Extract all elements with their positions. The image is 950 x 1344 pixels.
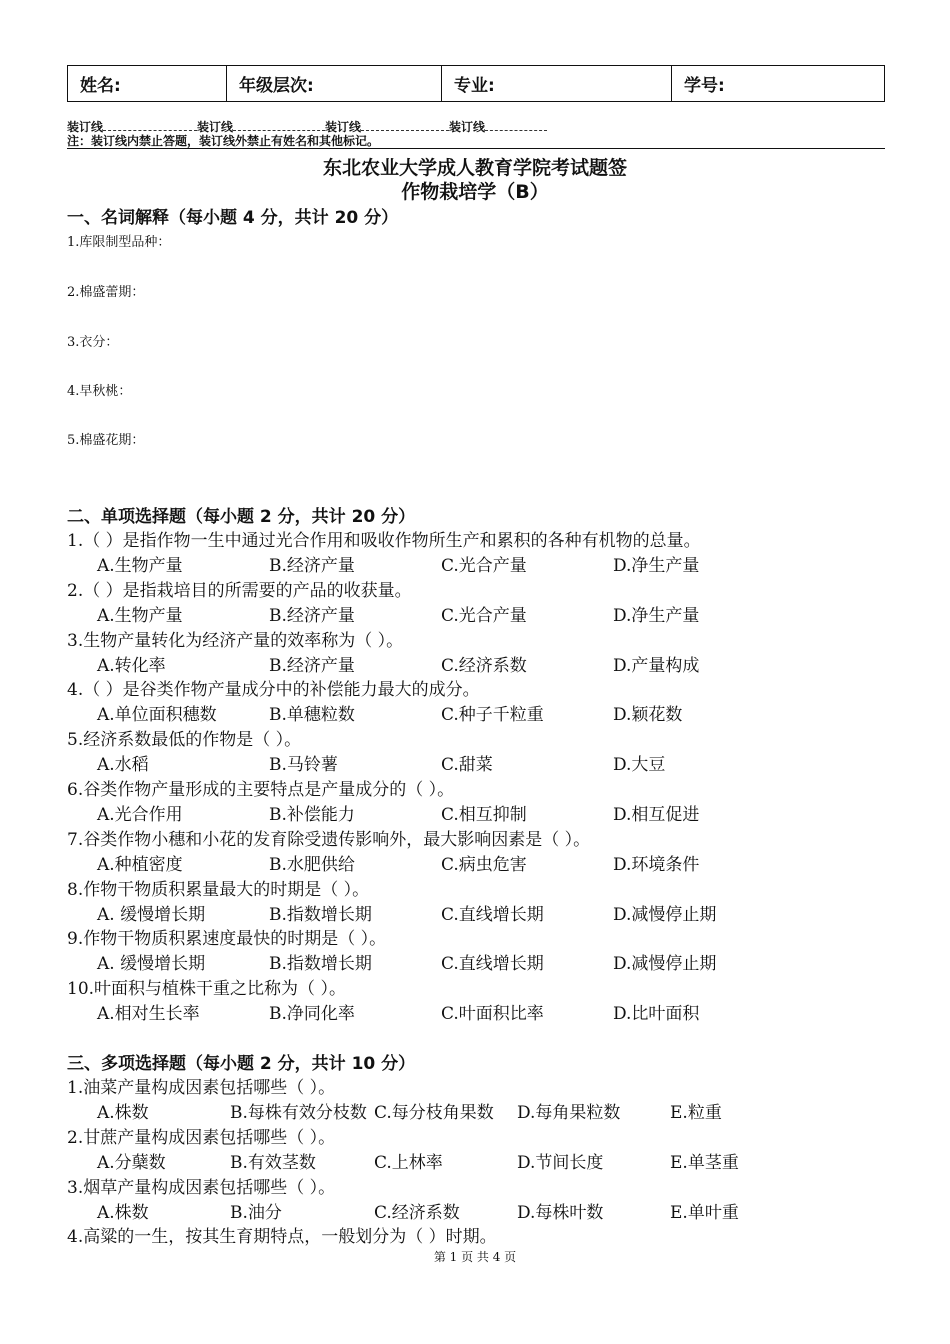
answer-option[interactable]: E.单茎重 <box>670 1152 739 1173</box>
answer-option[interactable]: A.株数 <box>97 1202 149 1223</box>
binding-dash <box>485 120 547 131</box>
answer-option[interactable]: C.直线增长期 <box>441 954 544 975</box>
course-title: 作物栽培学（B） <box>401 181 549 203</box>
question-text: 10.叶面积与植株干重之比称为（ ）。 <box>67 979 346 1000</box>
answer-option[interactable]: C.直线增长期 <box>441 904 544 925</box>
answer-option[interactable]: D.净生产量 <box>613 556 700 576</box>
answer-option[interactable]: B.水肥供给 <box>269 854 355 875</box>
answer-option[interactable]: C.病虫危害 <box>441 854 527 875</box>
answer-option[interactable]: B.经济产量 <box>269 655 355 676</box>
binding-label: 装订线 <box>197 120 234 134</box>
binding-label: 装订线 <box>325 120 362 134</box>
answer-option[interactable]: E.单叶重 <box>670 1202 739 1223</box>
section-heading: 二、单项选择题（每小题 2 分，共计 20 分） <box>67 507 416 527</box>
answer-option[interactable]: D.每角果粒数 <box>517 1103 621 1123</box>
question-text: 9.作物干物质积累速度最快的时期是（ ）。 <box>67 929 387 950</box>
answer-option[interactable]: D.产量构成 <box>613 655 700 676</box>
answer-option[interactable]: B.指数增长期 <box>269 904 372 925</box>
binding-note: 注：装订线内禁止答题，装订线外禁止有姓名和其他标记。 <box>67 134 380 148</box>
term-item: 3.衣分： <box>67 335 119 350</box>
student-info-table <box>67 65 885 102</box>
name-label: 姓名: <box>80 76 121 96</box>
binding-dash <box>103 120 197 131</box>
answer-option[interactable]: B.补偿能力 <box>269 805 355 825</box>
question-text: 2.甘蔗产量构成因素包括哪些（ ）。 <box>67 1127 336 1148</box>
term-item: 2.棉盛蕾期： <box>67 285 145 300</box>
answer-option[interactable]: A.生物产量 <box>97 556 183 576</box>
answer-option[interactable]: D.每株叶数 <box>517 1202 604 1223</box>
answer-option[interactable]: B.单穗粒数 <box>269 705 355 726</box>
answer-option[interactable]: B.油分 <box>230 1202 282 1223</box>
question-text: 6.谷类作物产量形成的主要特点是产量成分的（ ）。 <box>67 780 455 800</box>
answer-option[interactable]: A.生物产量 <box>97 605 183 626</box>
section-heading: 三、多项选择题（每小题 2 分，共计 10 分） <box>67 1054 416 1074</box>
answer-option[interactable]: C.相互抑制 <box>441 805 527 825</box>
binding-dash <box>361 120 449 131</box>
answer-option[interactable]: E.粒重 <box>670 1103 722 1123</box>
answer-option[interactable]: C.光合产量 <box>441 556 527 576</box>
answer-option[interactable]: B.马铃薯 <box>269 755 338 776</box>
question-text: 3.生物产量转化为经济产量的效率称为（ ）。 <box>67 630 404 651</box>
answer-option[interactable]: A.光合作用 <box>97 805 183 825</box>
answer-option[interactable]: B.经济产量 <box>269 556 355 576</box>
answer-option[interactable]: D.节间长度 <box>517 1152 604 1173</box>
answer-option[interactable]: C.上林率 <box>374 1152 443 1173</box>
answer-option[interactable]: D.净生产量 <box>613 605 700 626</box>
question-text: 5.经济系数最低的作物是（ ）。 <box>67 730 302 751</box>
name-field[interactable] <box>68 66 227 101</box>
answer-option[interactable]: C.叶面积比率 <box>441 1004 544 1025</box>
answer-option[interactable]: B.每株有效分枝数 <box>230 1103 367 1123</box>
answer-option[interactable]: A.种植密度 <box>97 854 183 875</box>
answer-option[interactable]: A.单位面积穗数 <box>97 705 217 726</box>
answer-option[interactable]: D.大豆 <box>613 755 666 776</box>
answer-option[interactable]: B.有效茎数 <box>230 1152 316 1173</box>
student-id-field[interactable] <box>672 66 884 101</box>
answer-option[interactable]: B.经济产量 <box>269 605 355 626</box>
answer-option[interactable]: A.水稻 <box>97 755 149 776</box>
answer-option[interactable]: D.减慢停止期 <box>613 954 717 975</box>
answer-option[interactable]: C.经济系数 <box>374 1202 460 1223</box>
answer-option[interactable]: D.相互促进 <box>613 805 700 825</box>
question-text: 2.（ ）是指栽培目的所需要的产品的收获量。 <box>67 580 412 601</box>
question-text: 1.（ ）是指作物一生中通过光合作用和吸收作物所生产和累积的各种有机物的总量。 <box>67 531 701 551</box>
question-text: 4.高粱的一生，按其生育期特点，一般划分为（ ）时期。 <box>67 1227 497 1248</box>
grade-label: 年级层次: <box>239 76 314 96</box>
answer-option[interactable]: A. 缓慢增长期 <box>97 954 206 975</box>
term-item: 1.库限制型品种： <box>67 235 171 250</box>
grade-field[interactable] <box>227 66 442 101</box>
exam-title: 东北农业大学成人教育学院考试题签 <box>322 157 627 179</box>
term-item: 5.棉盛花期： <box>67 433 145 448</box>
answer-option[interactable]: A. 缓慢增长期 <box>97 904 206 925</box>
question-text: 4.（ ）是谷类作物产量成分中的补偿能力最大的成分。 <box>67 680 480 701</box>
divider <box>67 148 885 149</box>
answer-option[interactable]: D.比叶面积 <box>613 1004 700 1025</box>
answer-option[interactable]: C.甜菜 <box>441 755 493 776</box>
answer-option[interactable]: C.经济系数 <box>441 655 527 676</box>
answer-option[interactable]: D.环境条件 <box>613 854 700 875</box>
binding-label: 装订线 <box>67 120 104 134</box>
term-item: 4.早秋桃： <box>67 384 132 399</box>
question-text: 7.谷类作物小穗和小花的发育除受遗传影响外，最大影响因素是（ ）。 <box>67 829 591 850</box>
answer-option[interactable]: A.转化率 <box>97 655 166 676</box>
section-heading: 一、名词解释（每小题 4 分，共计 20 分） <box>67 208 399 228</box>
question-text: 8.作物干物质积累量最大的时期是（ ）。 <box>67 879 370 900</box>
question-text: 3.烟草产量构成因素包括哪些（ ）。 <box>67 1177 336 1198</box>
major-field[interactable] <box>442 66 672 101</box>
binding-label: 装订线 <box>449 120 486 134</box>
answer-option[interactable]: B.净同化率 <box>269 1004 355 1025</box>
binding-dash <box>233 120 325 131</box>
page-number: 第 1 页 共 4 页 <box>433 1250 517 1264</box>
answer-option[interactable]: C.每分枝角果数 <box>374 1103 494 1123</box>
answer-option[interactable]: D.颖花数 <box>613 705 683 726</box>
question-text: 1.油菜产量构成因素包括哪些（ ）。 <box>67 1078 336 1098</box>
answer-option[interactable]: C.种子千粒重 <box>441 705 544 726</box>
answer-option[interactable]: A.株数 <box>97 1103 149 1123</box>
answer-option[interactable]: C.光合产量 <box>441 605 527 626</box>
answer-option[interactable]: A.相对生长率 <box>97 1004 200 1025</box>
major-label: 专业: <box>454 76 495 96</box>
answer-option[interactable]: A.分蘖数 <box>97 1152 166 1173</box>
answer-option[interactable]: B.指数增长期 <box>269 954 372 975</box>
student-id-label: 学号: <box>684 76 725 96</box>
answer-option[interactable]: D.减慢停止期 <box>613 904 717 925</box>
